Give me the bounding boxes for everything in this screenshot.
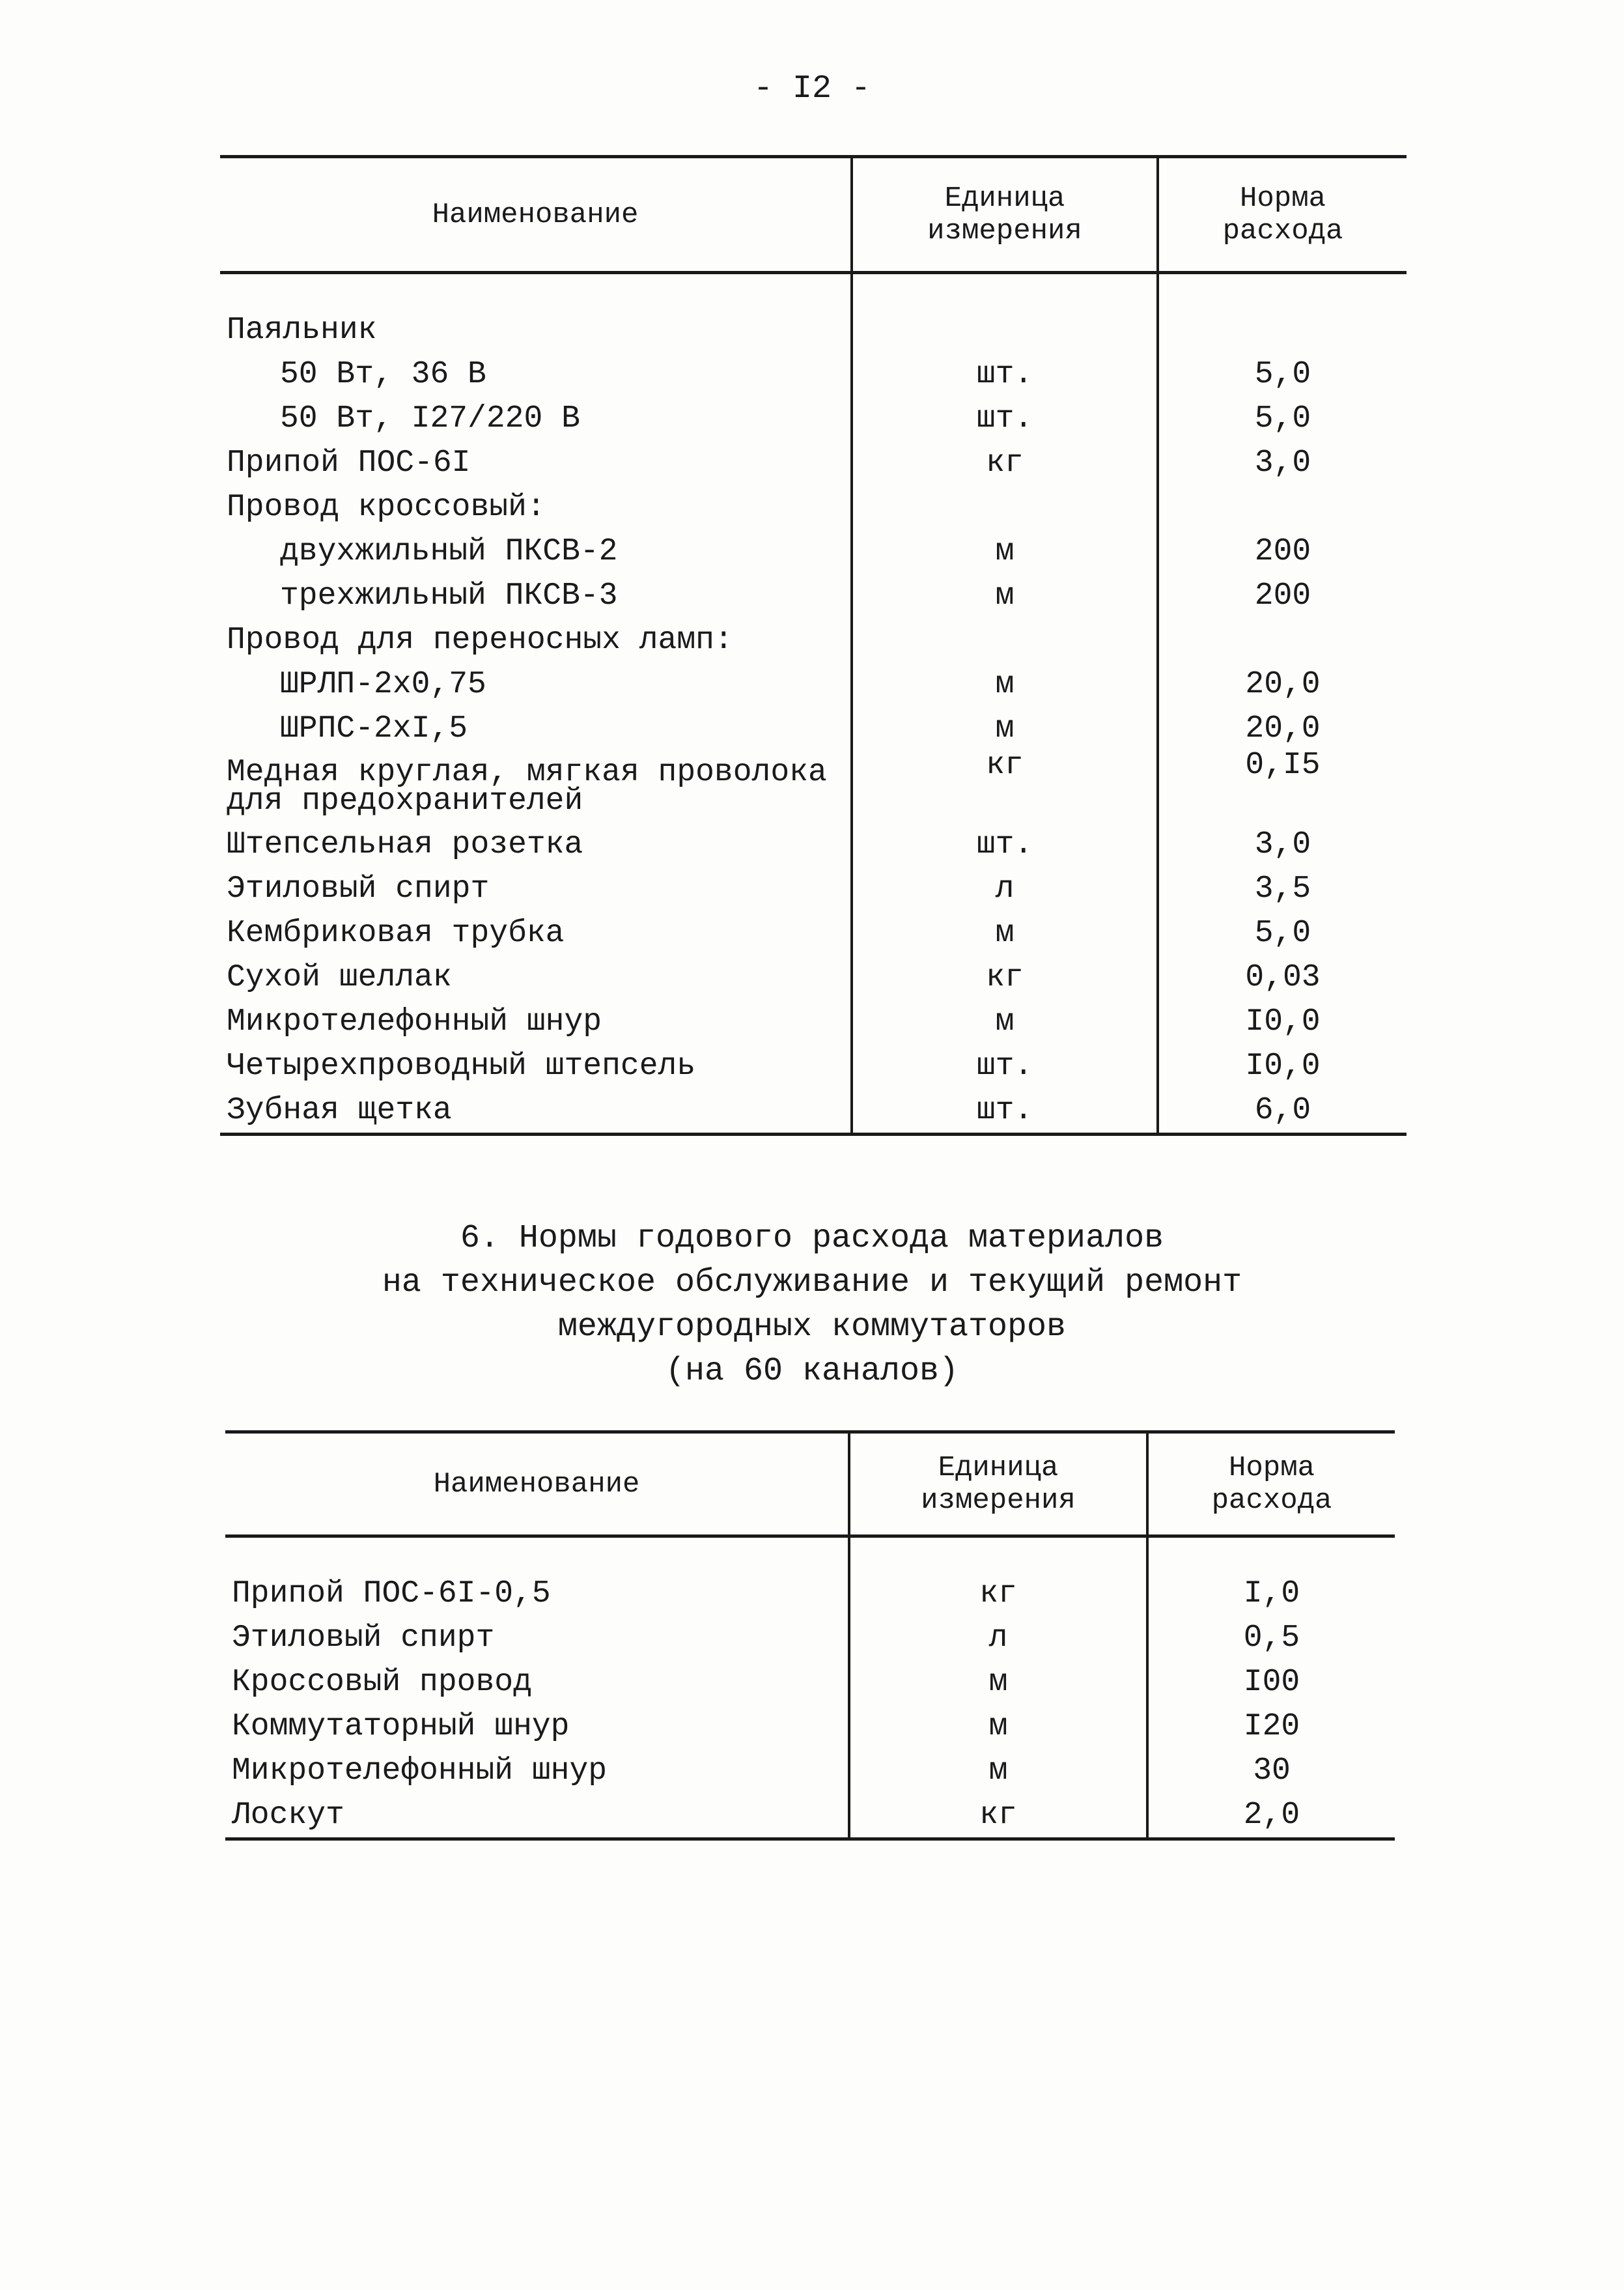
item-unit: л [849, 1616, 1147, 1660]
item-unit: м [849, 1660, 1147, 1704]
item-rate [1158, 308, 1407, 352]
item-unit: м [852, 530, 1158, 574]
table-row [220, 618, 1407, 662]
item-rate: 2,0 [1147, 1793, 1395, 1839]
item-rate: 3,5 [1158, 867, 1407, 911]
item-name: Этиловый спирт [232, 1620, 495, 1656]
item-unit: кг [852, 441, 1158, 485]
item-name: Провод для переносных ламп: [227, 623, 733, 658]
item-rate [1158, 485, 1407, 530]
table-row [225, 1616, 1395, 1660]
item-name: Припой ПОС-6I-0,5 [232, 1576, 551, 1611]
item-name: 50 Вт, 36 В [280, 357, 486, 392]
table-row [220, 1000, 1407, 1044]
item-rate: I20 [1147, 1704, 1395, 1749]
item-rate: 0,5 [1147, 1616, 1395, 1660]
item-unit: м [849, 1749, 1147, 1793]
item-unit: м [852, 707, 1158, 751]
item-unit: м [852, 574, 1158, 618]
materials-table-2 [225, 1430, 1395, 1841]
item-unit: м [852, 662, 1158, 707]
item-name: Сухой шеллак [227, 960, 452, 995]
item-name: Медная круглая, мягкая проволока для предохранителей [227, 755, 827, 819]
item-rate: 0,03 [1158, 955, 1407, 1000]
item-unit: шт. [852, 397, 1158, 441]
item-unit: шт. [852, 1088, 1158, 1135]
table-row [220, 485, 1407, 530]
table-row [220, 574, 1407, 618]
table-1-body [220, 273, 1407, 1135]
item-unit: кг [849, 1793, 1147, 1839]
item-unit: кг [849, 1572, 1147, 1616]
table-row [225, 1660, 1395, 1704]
item-name: ШРЛП-2х0,75 [280, 667, 486, 702]
table-row [220, 911, 1407, 955]
item-name: ШРПС-2хI,5 [280, 711, 468, 746]
header-rate: Норма расхода [1147, 1432, 1395, 1536]
item-name: Лоскут [225, 1793, 849, 1839]
item-name: Микротелефонный шнур [227, 1004, 602, 1039]
item-unit: кг [852, 955, 1158, 1000]
item-unit: кг [852, 751, 1158, 823]
header-unit: Единица измерения [849, 1432, 1147, 1536]
heading-line: 6. Нормы годового расхода материалов [460, 1220, 1164, 1257]
table-row [220, 1088, 1407, 1135]
item-name: Этиловый спирт [227, 871, 490, 907]
item-rate: 5,0 [1158, 352, 1407, 397]
item-name: Четырехпроводный штепсель [227, 1049, 696, 1084]
table-row [220, 441, 1407, 485]
item-name: Припой ПОС-6I [227, 445, 471, 481]
item-rate [1158, 618, 1407, 662]
item-rate: I,0 [1147, 1572, 1395, 1616]
item-rate: I00 [1147, 1660, 1395, 1704]
item-name: Кроссовый провод [232, 1665, 532, 1700]
item-name: Зубная щетка [220, 1088, 852, 1135]
table-row [225, 1704, 1395, 1749]
item-name: 50 Вт, I27/220 В [280, 401, 580, 436]
header-name: Наименование [225, 1432, 849, 1536]
heading-line: междугородных коммутаторов [557, 1308, 1067, 1346]
page-number: - I2 - [753, 70, 871, 107]
section-6-heading [0, 1217, 1624, 1394]
item-unit: м [849, 1704, 1147, 1749]
item-rate: 30 [1147, 1749, 1395, 1793]
item-name: Кембриковая трубка [227, 916, 565, 951]
item-rate: 20,0 [1158, 707, 1407, 751]
item-name: Паяльник [227, 313, 377, 348]
table-row [225, 1572, 1395, 1616]
materials-table-1 [220, 155, 1407, 1136]
item-unit: шт. [852, 1044, 1158, 1088]
table-row [220, 397, 1407, 441]
item-unit [852, 485, 1158, 530]
item-rate: 5,0 [1158, 397, 1407, 441]
item-unit: м [852, 1000, 1158, 1044]
item-name: Коммутаторный шнур [232, 1709, 570, 1744]
heading-line: на техническое обслуживание и текущий ремонт [382, 1264, 1242, 1301]
item-rate: 6,0 [1158, 1088, 1407, 1135]
heading-line: (на 60 каналов) [665, 1353, 959, 1390]
item-rate: I0,0 [1158, 1044, 1407, 1088]
item-rate: 200 [1158, 574, 1407, 618]
item-rate: I0,0 [1158, 1000, 1407, 1044]
item-unit: л [852, 867, 1158, 911]
item-rate: 0,I5 [1158, 751, 1407, 823]
header-name: Наименование [220, 157, 852, 273]
item-name: трехжильный ПКСВ-3 [280, 578, 618, 614]
table-row [220, 707, 1407, 751]
item-rate: 3,0 [1158, 823, 1407, 867]
item-unit: шт. [852, 352, 1158, 397]
table-2-body [225, 1536, 1395, 1839]
table-row [220, 751, 1407, 823]
table-row [220, 1044, 1407, 1088]
table-row [220, 823, 1407, 867]
table-row [220, 308, 1407, 352]
table-row [225, 1793, 1395, 1839]
table-row [220, 662, 1407, 707]
item-unit [852, 308, 1158, 352]
item-unit [852, 618, 1158, 662]
table-row [220, 530, 1407, 574]
item-name: двухжильный ПКСВ-2 [280, 534, 618, 569]
table-row [220, 352, 1407, 397]
item-rate: 3,0 [1158, 441, 1407, 485]
header-rate: Норма расхода [1158, 157, 1407, 273]
item-unit: шт. [852, 823, 1158, 867]
item-rate: 20,0 [1158, 662, 1407, 707]
item-rate: 200 [1158, 530, 1407, 574]
table-row [220, 955, 1407, 1000]
item-unit: м [852, 911, 1158, 955]
item-name: Провод кроссовый: [227, 490, 546, 525]
table-row [225, 1749, 1395, 1793]
item-rate: 5,0 [1158, 911, 1407, 955]
item-name: Микротелефонный шнур [232, 1753, 608, 1788]
table-row [220, 867, 1407, 911]
item-name: Штепсельная розетка [227, 827, 583, 862]
header-unit: Единица измерения [852, 157, 1158, 273]
